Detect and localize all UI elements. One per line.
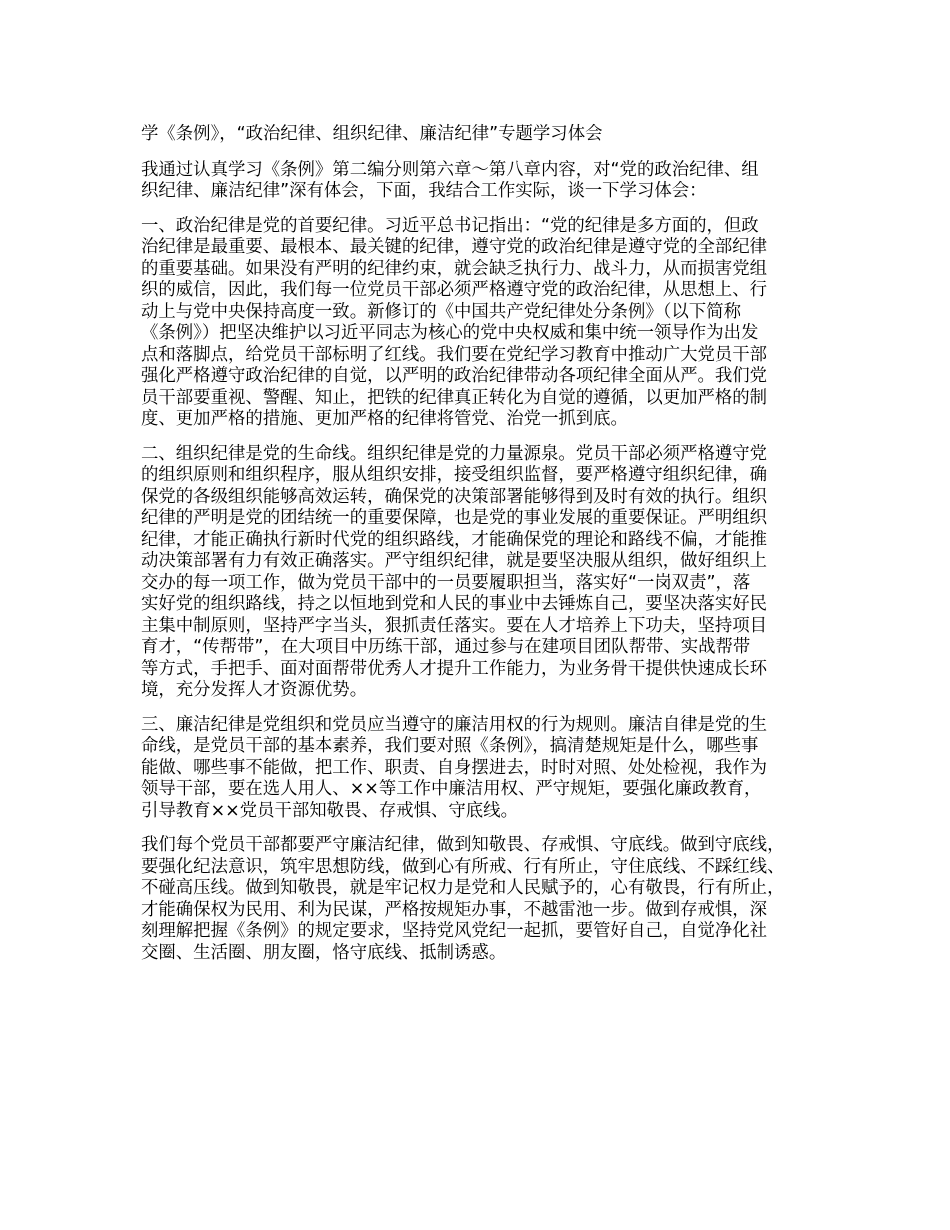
paragraph-integrity-discipline (141, 715, 831, 823)
document-page (141, 124, 831, 964)
text-line: 二、组织纪律是党的生命线。组织纪律是党的力量源泉。党员干部必须严格遵守党 (141, 443, 768, 464)
text-line: 实好党的组织路线，持之以恒地到党和人民的事业中去锤炼自己，要坚决落实好民 (141, 594, 768, 614)
text-line: 点和落脚点，给党员干部标明了红线。我们要在党纪学习教育中推动广大党员干部 (141, 344, 768, 365)
paragraph-conclusion (141, 835, 831, 964)
text-line: 主集中制原则，坚持严字当头，狠抓责任落实。要在人才培养上下功夫，坚持项目 (141, 615, 768, 636)
text-line: 强化严格遵守政治纪律的自觉，以严明的政治纪律带动各项纪律全面从严。我们党 (141, 366, 768, 386)
text-line: 动上与党中央保持高度一致。新修订的《中国共产党纪律处分条例》（以下简称 (141, 301, 741, 322)
paragraph-political-discipline (141, 216, 831, 431)
document-title: 学《条例》，“政治纪律、组织纪律、廉洁纪律”专题学习体会 (141, 124, 603, 144)
paragraph-intro (141, 160, 831, 203)
text-line: 领导干部，要在选人用人、××等工作中廉洁用权、严守规矩，要强化廉政教育， (141, 779, 762, 799)
text-line: 交办的每一项工作，做为党员干部中的一员要履职担当，落实好“一岗双责”，落 (141, 572, 751, 593)
text-line: 三、廉洁纪律是党组织和党员应当遵守的廉洁用权的行为规则。廉洁自律是党的生 (141, 714, 768, 735)
text-line: 引导教育××党员干部知敬畏、存戒惧、守底线。 (141, 800, 518, 821)
text-line: 织的威信，因此，我们每一位党员干部必须严格遵守党的政治纪律，从思想上、行 (141, 280, 768, 300)
text-line: 织纪律、廉洁纪律”深有体会，下面，我结合工作实际，谈一下学习体会： (141, 181, 707, 201)
text-line: 度、更加严格的措施、更加严格的纪律将管党、治党一抓到底。 (141, 409, 628, 429)
text-line: 要强化纪法意识，筑牢思想防线，做到心有所戒、行有所止，守住底线、不踩红线、 (141, 856, 785, 877)
text-line: 一、政治纪律是党的首要纪律。习近平总书记指出：“党的纪律是多方面的，但政 (141, 215, 759, 236)
text-line: 纪律，才能正确执行新时代党的组织路线，才能确保党的理论和路线不偏，才能推 (141, 529, 768, 550)
text-line: 交圈、生活圈、朋友圈，恪守底线、抵制诱惑。 (141, 942, 507, 963)
text-line: 的重要基础。如果没有严明的纪律约束，就会缺乏执行力、战斗力，从而损害党组 (141, 258, 768, 279)
text-line: 《条例》）把坚决维护以习近平同志为核心的党中央权威和集中统一领导作为出发 (141, 323, 759, 343)
text-line: 育才，“传帮带”，在大项目中历练干部，通过参与在建项目团队帮带、实战帮带 (141, 637, 751, 657)
text-line: 保党的各级组织能够高效运转，确保党的决策部署能够得到及时有效的执行。组织 (141, 486, 768, 507)
text-line: 员干部要重视、警醒、知止，把铁的纪律真正转化为自觉的遵循，以更加严格的制 (141, 387, 768, 408)
paragraph-organizational-discipline (141, 444, 831, 702)
text-line: 境，充分发挥人才资源优势。 (141, 680, 368, 700)
text-line: 动决策部署有力有效正确落实。严守组织纪律，就是要坚决服从组织，做好组织上 (141, 551, 768, 571)
text-line: 的组织原则和组织程序，服从组织安排，接受组织监督，要严格遵守组织纪律，确 (141, 465, 768, 485)
text-line: 纪律的严明是党的团结统一的重要保障，也是党的事业发展的重要保证。严明组织 (141, 508, 768, 528)
text-line: 不碰高压线。做到知敬畏，就是牢记权力是党和人民赋予的，心有敬畏，行有所止， (141, 878, 785, 898)
text-line: 治纪律是最重要、最根本、最关键的纪律，遵守党的政治纪律是遵守党的全部纪律 (141, 237, 768, 257)
text-line: 刻理解把握《条例》的规定要求，坚持党风党纪一起抓，要管好自己，自觉净化社 (141, 921, 768, 941)
text-line: 命线，是党员干部的基本素养，我们要对照《条例》，搞清楚规矩是什么，哪些事 (141, 736, 759, 756)
text-line: 才能确保权为民用、利为民谋，严格按规矩办事，不越雷池一步。做到存戒惧，深 (141, 899, 768, 920)
text-line: 我们每个党员干部都要严守廉洁纪律，做到知敬畏、存戒惧、守底线。做到守底线， (141, 835, 785, 855)
text-line: 我通过认真学习《条例》第二编分则第六章～第八章内容，对“党的政治纪律、组 (141, 159, 759, 180)
text-line: 等方式，手把手、面对面帮带优秀人才提升工作能力，为业务骨干提供快速成长环 (141, 658, 768, 679)
text-line: 能做、哪些事不能做，把工作、职责、自身摆进去，时时对照、处处检视，我作为 (141, 757, 768, 778)
